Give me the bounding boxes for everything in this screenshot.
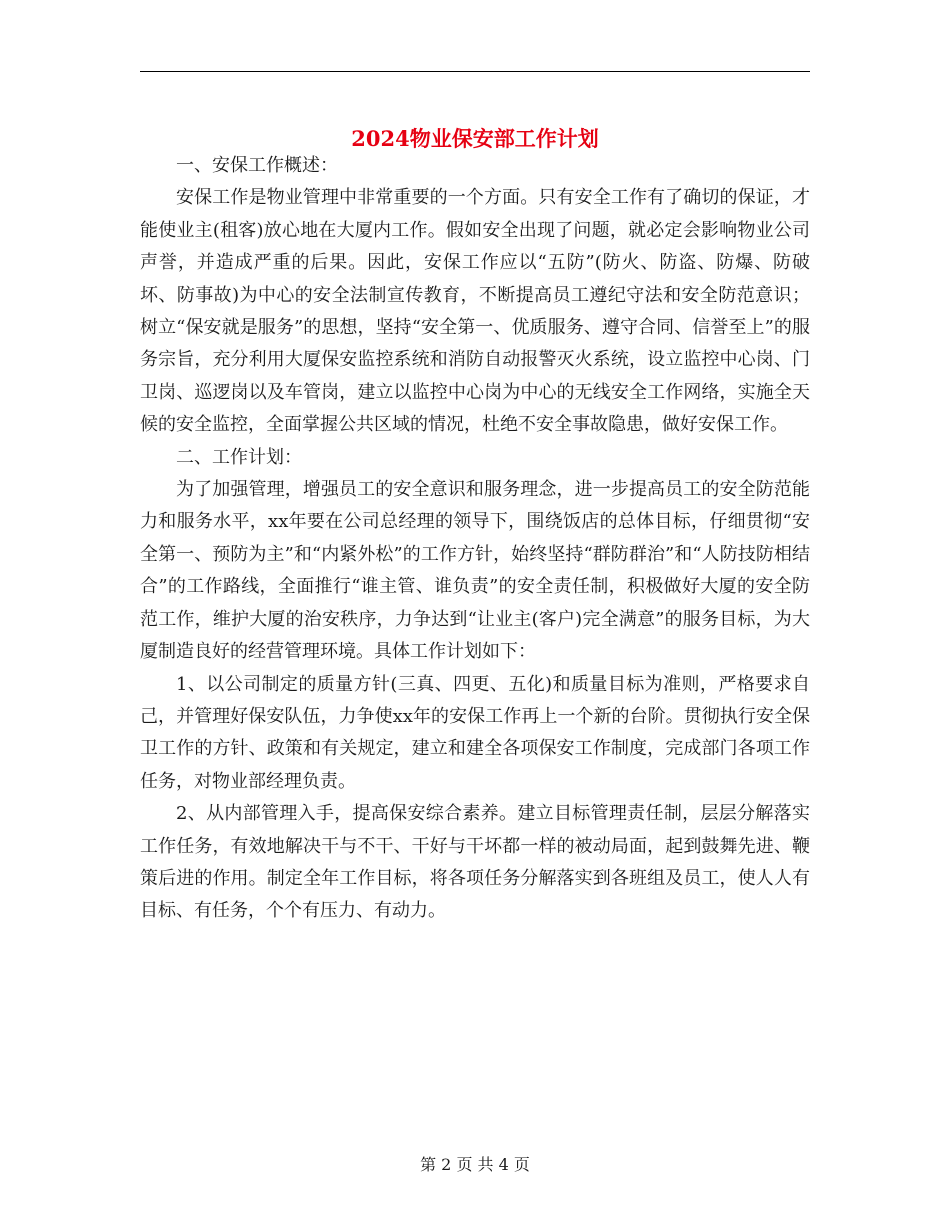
section-heading-overview: 一、安保工作概述： xyxy=(176,155,338,176)
paragraph-plan-intro: 为了加强管理，增强员工的安全意识和服务理念，进一步提高员工的安全防范能力和服务水平，xx年要在公司总经理的领导下，围绕饭店的总体目标，仔细贯彻“安全第一、预防为主”和“内紧外松”的工作方针，始终坚持“群防群治”和“人防技防相结合”的工作路线，全面推行“谁主管、谁负责”的安全责任制，积极做好大厦的安全防范工作，维护大厦的治安秩序，力争达到“让业主(客户)完全满意”的服务目标，为大厦制造良好的经营管理环境。具体工作计划如下： xyxy=(140,479,810,663)
page-title: 2024物业保安部工作计划 xyxy=(351,126,599,152)
paragraph-plan-item-2: 2、从内部管理入手，提高保安综合素养。建立目标管理责任制，层层分解落实工作任务，有效地解决干与不干、干好与干坏都一样的被动局面，起到鼓舞先进、鞭策后进的作用。制定全年工作目标，将各项任务分解落实到各班组及员工，使人人有目标、有任务，个个有压力、有动力。 xyxy=(140,803,810,922)
section-heading-plan: 二、工作计划： xyxy=(176,446,302,468)
header-rule xyxy=(140,71,810,72)
paragraph-overview: 安保工作是物业管理中非常重要的一个方面。只有安全工作有了确切的保证，才能使业主(租客)放心地在大厦内工作。假如安全出现了问题，就必定会影响物业公司声誉，并造成严重的后果。因此，安保工作应以“五防”(防火、防盗、防爆、防破坏、防事故)为中心的安全法制宣传教育，不断提高员工遵纪守法和安全防范意识；树立“保安就是服务”的思想，坚持“安全第一、优质服务、遵守合同、信誉至上”的服务宗旨，充分利用大厦保安监控系统和消防自动报警灭火系统，设立监控中心岗、门卫岗、巡逻岗以及车管岗，建立以监控中心岗为中心的无线安全工作网络，实施全天候的安全监控，全面掌握公共区域的情况，杜绝不安全事故隐患，做好安保工作。 xyxy=(140,187,810,436)
document-body xyxy=(140,150,810,928)
page-footer: 第 2 页 共 4 页 xyxy=(420,1155,530,1174)
paragraph-plan-item-1: 1、以公司制定的质量方针(三真、四更、五化)和质量目标为准则，严格要求自己，并管理好保安队伍，力争使xx年的安保工作再上一个新的台阶。贯彻执行安全保卫工作的方针、政策和有关规定，建立和建全各项保安工作制度，完成部门各项工作任务，对物业部经理负责。 xyxy=(140,673,810,792)
